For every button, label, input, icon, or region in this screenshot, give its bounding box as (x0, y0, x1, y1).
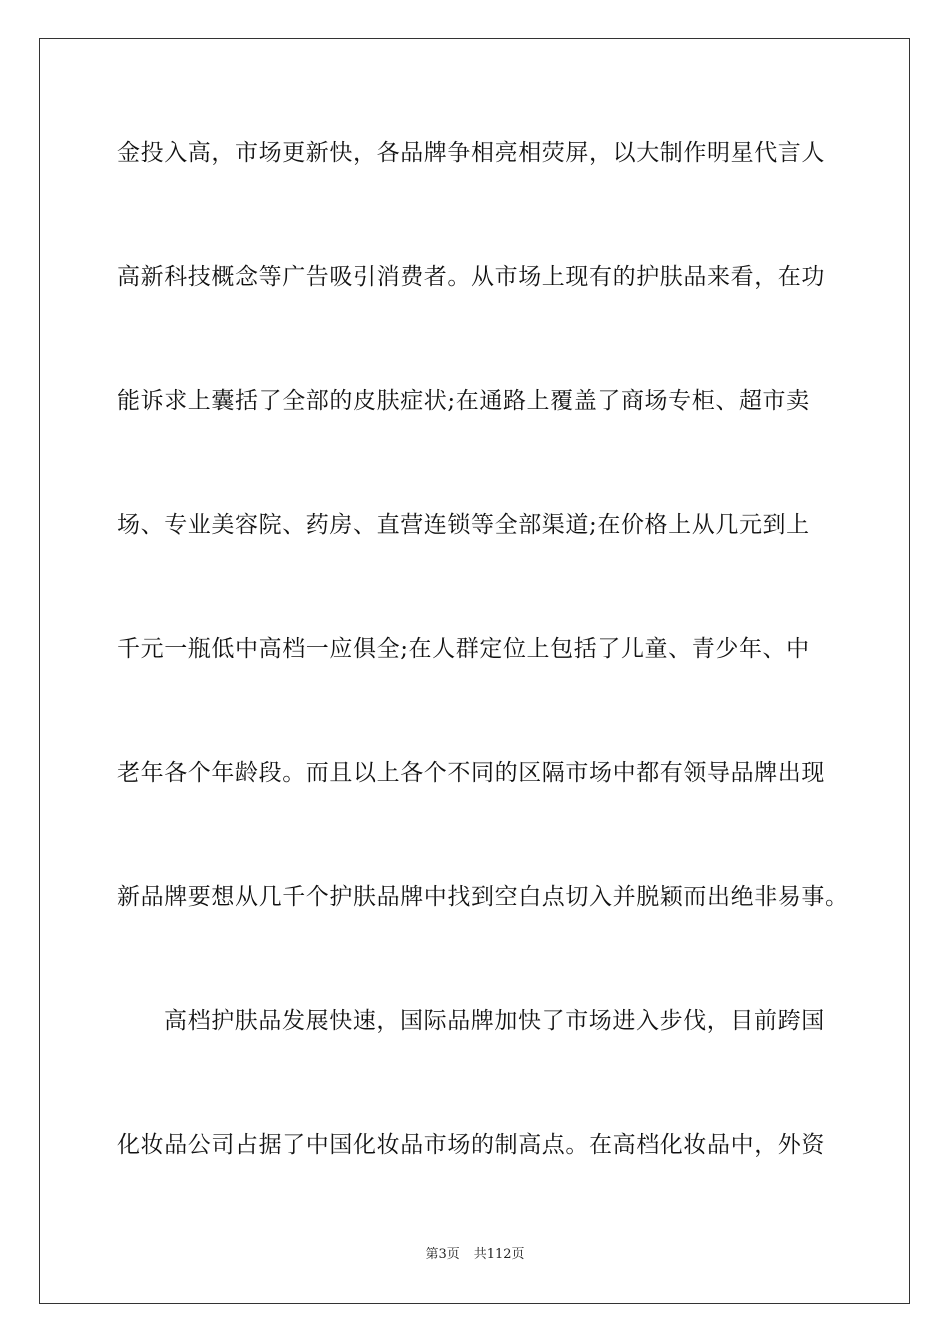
paragraph-first-line: 高档护肤品发展快速，国际品牌加快了市场进入步伐，目前跨国 (164, 1008, 825, 1034)
total-pages: 共112页 (473, 1247, 525, 1262)
body-text-line: 老年各个年龄段。而且以上各个不同的区隔市场中都有领导品牌出现 (117, 760, 825, 786)
body-text-line: 千元一瓶低中高档一应俱全;在人群定位上包括了儿童、青少年、中 (117, 636, 810, 662)
body-text-line: 高新科技概念等广告吸引消费者。从市场上现有的护肤品来看，在功 (117, 264, 825, 290)
page-border (39, 38, 910, 1304)
body-text-line: 新品牌要想从几千个护肤品牌中找到空白点切入并脱颖而出绝非易事。 (117, 884, 849, 910)
page-number: 第3页 (425, 1247, 460, 1262)
body-text-line: 能诉求上囊括了全部的皮肤症状;在通路上覆盖了商场专柜、超市卖 (117, 388, 810, 414)
body-text-line: 化妆品公司占据了中国化妆品市场的制高点。在高档化妆品中，外资 (117, 1132, 825, 1158)
body-text-line: 场、专业美容院、药房、直营连锁等全部渠道;在价格上从几元到上 (117, 512, 810, 538)
page-footer (0, 1246, 950, 1264)
body-text-line: 金投入高，市场更新快，各品牌争相亮相荧屏，以大制作明星代言人 (117, 140, 825, 166)
